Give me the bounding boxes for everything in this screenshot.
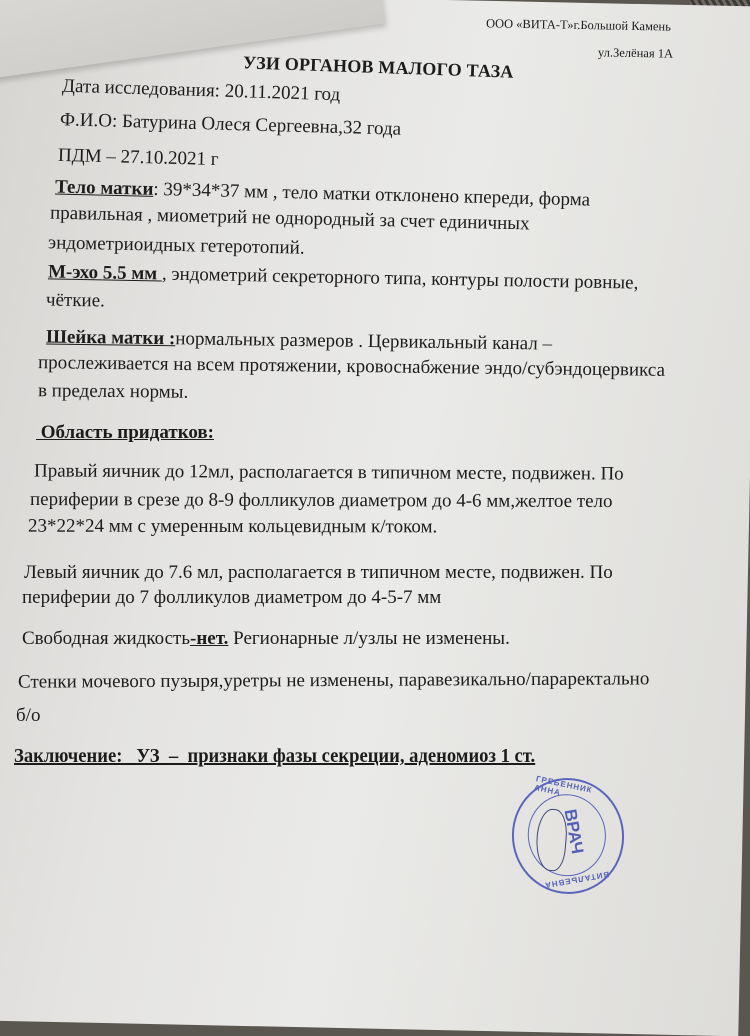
- patient-name: Ф.И.О: Батурина Олеся Сергеевна,32 года: [59, 109, 402, 140]
- lymph-nodes-text: Регионарные л/узлы не изменены.: [228, 628, 510, 649]
- adnexa-heading: Область придатков:: [36, 422, 215, 443]
- study-date: Дата исследования: 20.11.2021 год: [61, 75, 341, 106]
- cervix-text: нормальных размеров . Цервикальный канал –: [175, 328, 553, 355]
- right-ovary-line-3: 23*22*24 мм с умеренным кольцевидным к/током.: [27, 515, 438, 538]
- uterus-body-line-2: правильная , миометрий не однородный за счет единичных: [49, 202, 530, 235]
- last-menstrual-period: ПДМ – 27.10.2021 г: [57, 144, 219, 171]
- bladder-line-1: Стенки мочевого пузыря,уретры не изменены, паравезикально/параректально: [17, 668, 650, 693]
- free-fluid-line: [22, 628, 510, 650]
- bladder-line-2: б/о: [16, 705, 41, 726]
- right-ovary-line-2: периферии в срезе до 8-9 фолликулов диаметром до 4-6 мм,желтое тело: [29, 488, 613, 513]
- cervix-label: Шейка матки :: [45, 326, 176, 350]
- right-ovary-line-1: Правый яичник до 12мл, располагается в типичном месте, подвижен. По: [33, 460, 624, 485]
- stamp-ring-bottom-text: ВИТАЛЬЕВНА: [543, 869, 610, 890]
- free-fluid-label: Свободная жидкость: [22, 628, 190, 649]
- document-title: УЗИ ОРГАНОВ МАЛОГО ТАЗА: [242, 52, 514, 82]
- organization-address: ул.Зелёная 1А: [597, 45, 674, 61]
- stamp-center-text: ВРАЧ: [560, 807, 588, 856]
- organization-name: ООО «ВИТА-Т»г.Большой Камень: [485, 16, 671, 34]
- cervix-line-3: в пределах нормы.: [37, 380, 189, 403]
- cervix-line-2: прослеживается на всем протяжении, кровоснабжение эндо/субэндоцервикса: [37, 352, 666, 381]
- uterus-body-line-3: эндометриоидных гетеротопий.: [47, 232, 305, 259]
- m-echo-line-2: чёткие.: [45, 289, 106, 312]
- m-echo-label: М-эхо 5.5 мм: [47, 261, 163, 285]
- left-ovary-line-2: периферии до 7 фолликулов диаметром до 4-5-7 мм: [22, 587, 442, 608]
- free-fluid-value: -нет.: [190, 628, 229, 649]
- m-echo-text: , эндометрий секреторного типа, контуры полости ровные,: [161, 263, 639, 294]
- conclusion: Заключение: УЗ – признаки фазы секреции, аденомиоз 1 ст.: [14, 745, 536, 767]
- left-ovary-line-1: Левый яичник до 7.6 мл, располагается в типичном месте, подвижен. По: [24, 562, 613, 583]
- stamp-ring-top-text: ГРЕБЕННИК АННА: [533, 774, 594, 798]
- uterus-body-text: : 39*34*37 мм , тело матки отклонено кпереди, форма: [153, 178, 591, 211]
- uterus-body-label: Тело матки: [54, 176, 154, 200]
